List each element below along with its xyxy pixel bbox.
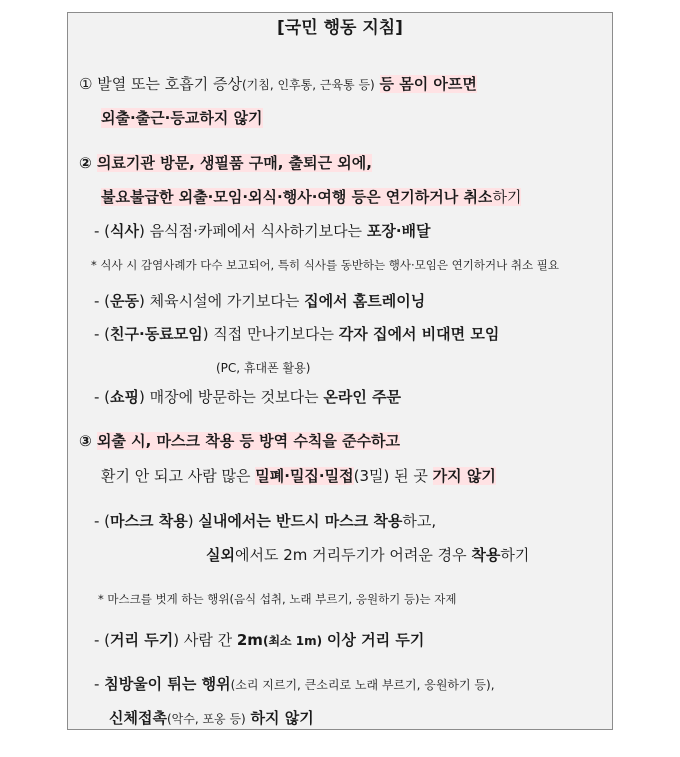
item-mask — [94, 511, 436, 531]
item-label: 마스크 착용 — [110, 512, 188, 530]
item-label: 식사 — [110, 222, 140, 240]
dash: - ( — [94, 388, 111, 406]
item-distance — [94, 630, 424, 651]
text: ) 매장에 방문하는 것보다는 — [139, 388, 319, 406]
dash: - ( — [94, 512, 111, 530]
text: ) 사람 간 — [173, 631, 233, 649]
item-label: 거리 두기 — [110, 631, 174, 649]
text-emphasis: 실외 — [206, 546, 235, 564]
item-exercise — [94, 291, 425, 311]
text-emphasis: 온라인 주문 — [323, 388, 402, 406]
text-emphasis: 이상 거리 두기 — [326, 631, 425, 649]
text-emphasis: 착용 — [471, 546, 501, 564]
text-emphasis-small: (최소 1m) — [262, 634, 323, 648]
dash: - ( — [94, 292, 111, 310]
item-contact — [109, 708, 314, 729]
text: 환기 안 되고 사람 많은 — [101, 467, 251, 485]
section-2-line-1 — [79, 153, 372, 173]
text: 하기 — [492, 188, 522, 206]
text-small: (기침, 인후통, 근육통 등) — [241, 78, 375, 92]
text-emphasis: 밀폐·밀집·밀접 — [255, 467, 354, 485]
page-title: [국민 행동 지침] — [277, 18, 403, 38]
text-emphasis: 실내에서는 반드시 마스크 착용 — [198, 512, 403, 530]
note-meal: * 식사 시 감염사례가 다수 보고되어, 특히 식사를 동반하는 행사·모임은 연기하거나 취소 필요 — [91, 258, 559, 272]
text-small: (소리 지르기, 큰소리로 노래 부르기, 응원하기 등), — [230, 678, 495, 692]
text: 발열 또는 호흡기 증상 — [97, 75, 242, 93]
note-mask: * 마스크를 벗게 하는 행위(음식 섭취, 노래 부르기, 응원하기 등)는 자제 — [98, 592, 457, 606]
text-emphasis: 포장·배달 — [366, 222, 431, 240]
item-shopping — [94, 387, 401, 407]
text-emphasis: 하지 않기 — [250, 709, 314, 727]
text: ) 음식점·카페에서 식사하기보다는 — [139, 222, 363, 240]
text: 하기 — [500, 546, 530, 564]
section-number: ② — [79, 154, 92, 172]
item-meal — [94, 221, 431, 241]
section-1-line-2: 외출·출근·등교하지 않기 — [101, 109, 263, 127]
text-emphasis: 가지 않기 — [432, 467, 496, 485]
section-1-line-1 — [79, 74, 477, 95]
text: 하고, — [402, 512, 437, 530]
text-emphasis: 의료기관 방문, 생필품 구매, 출퇴근 외에, — [96, 154, 372, 172]
dash: - ( — [94, 325, 111, 343]
dash: - ( — [94, 222, 111, 240]
dash: - ( — [94, 631, 111, 649]
dash: - — [94, 675, 100, 693]
item-friends — [94, 324, 499, 344]
text-emphasis: 등 몸이 아프면 — [379, 75, 477, 93]
section-3-line-2 — [101, 466, 496, 486]
text: ) 체육시설에 가기보다는 — [139, 292, 300, 310]
item-label: 친구·동료모임 — [110, 325, 203, 343]
text: ) — [187, 512, 194, 530]
text-emphasis: 집에서 홈트레이닝 — [304, 292, 426, 310]
text: (3밀) 된 곳 — [353, 467, 428, 485]
text-small: (악수, 포옹 등) — [166, 712, 246, 726]
text: 에서도 2m 거리두기가 어려운 경우 — [234, 546, 467, 564]
item-label: 운동 — [110, 292, 140, 310]
section-number: ① — [79, 75, 93, 93]
text: ) 직접 만나기보다는 — [202, 325, 334, 343]
section-2-line-2 — [101, 187, 521, 207]
item-friends-subnote: (PC, 휴대폰 활용) — [216, 361, 311, 375]
item-label: 쇼핑 — [110, 388, 140, 406]
text-emphasis: 2m — [236, 631, 263, 649]
text-emphasis: 외출 시, 마스크 착용 등 방역 수칙을 준수하고 — [96, 432, 401, 450]
section-number: ③ — [79, 432, 92, 450]
text-emphasis: 침방울이 튀는 행위 — [104, 675, 231, 693]
text-emphasis: 각자 집에서 비대면 모임 — [338, 325, 500, 343]
text-emphasis: 신체접촉 — [109, 709, 167, 727]
text-emphasis: 불요불급한 외출·모임·외식·행사·여행 등은 연기하거나 취소 — [101, 188, 493, 206]
section-3-line-1 — [79, 431, 400, 451]
item-droplet — [94, 674, 495, 695]
item-mask-line-2 — [206, 545, 529, 565]
